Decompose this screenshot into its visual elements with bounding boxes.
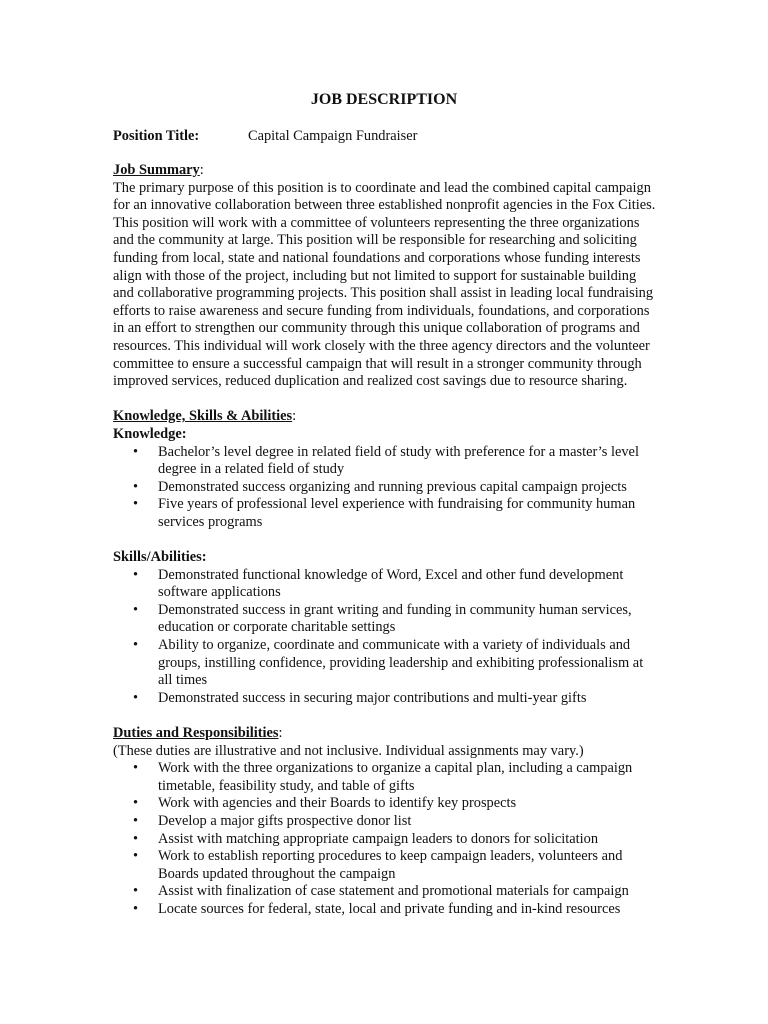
position-title-label: Position Title:: [113, 128, 200, 144]
list-item: • Work to establish reporting procedures to keep campaign leaders, volunteers and Boards updated throughout the campaign: [133, 848, 623, 882]
position-title-line: [113, 128, 673, 146]
list-item: • Work with the three organizations to organize a capital plan, including a campaign timetable, feasibility study, and table of gifts: [133, 760, 633, 794]
bullet-icon: •: [133, 760, 139, 777]
document-body: [113, 162, 658, 919]
bullet-icon: •: [133, 848, 139, 865]
bullet-icon: •: [133, 795, 139, 812]
list-item: • Bachelor’s level degree in related field of study with preference for a master’s level degree in a related field of study: [133, 443, 639, 478]
knowledge-heading: Knowledge:: [113, 425, 187, 442]
list-item: • Work with agencies and their Boards to identify key prospects: [133, 795, 517, 812]
list-item: • Locate sources for federal, state, local and private funding and in-kind resources: [133, 900, 621, 917]
duties-heading: Duties and Responsibilities:: [113, 725, 283, 741]
bullet-icon: •: [133, 689, 139, 706]
bullet-icon: •: [133, 496, 139, 513]
bullet-icon: •: [133, 900, 139, 917]
skills-list: [113, 567, 658, 708]
bullet-icon: •: [133, 566, 139, 583]
position-title-value: Capital Campaign Fundraiser: [248, 128, 418, 144]
list-item: • Demonstrated success in grant writing and funding in community human services, education or corporate charitable settings: [133, 601, 632, 636]
knowledge-list: [113, 444, 658, 532]
ksa-heading: Knowledge, Skills & Abilities:: [113, 408, 297, 425]
list-item: • Demonstrated success organizing and running previous capital campaign projects: [133, 478, 627, 495]
bullet-icon: •: [133, 637, 139, 654]
bullet-icon: •: [133, 883, 139, 900]
list-item: • Ability to organize, coordinate and communicate with a variety of individuals and groups, instilling confidence, providing leadership and exhibiting professionalism at all times: [133, 637, 644, 689]
list-item: • Demonstrated success in securing major contributions and multi-year gifts: [133, 689, 587, 706]
bullet-icon: •: [133, 830, 139, 847]
list-item: • Demonstrated functional knowledge of Word, Excel and other fund development software applications: [133, 566, 624, 601]
bullet-icon: •: [133, 478, 139, 495]
document-title: JOB DESCRIPTION: [310, 91, 458, 108]
list-item: • Five years of professional level experience with fundraising for community human services programs: [133, 496, 636, 530]
job-summary-heading: Job Summary:: [113, 162, 204, 178]
list-item: • Assist with matching appropriate campaign leaders to donors for solicitation: [133, 830, 599, 847]
list-item: • Develop a major gifts prospective donor list: [133, 812, 412, 829]
job-summary-text: The primary purpose of this position is to coordinate and lead the combined capital campaign for an innovative collaboration between three established nonprofit agencies in the Fox Cities. This position will work with a committee of volunteers representing the three organizations and the community at large. This position will be responsible for researching and soliciting funding from local, state and national foundations and corporations whose funding interests align with those of the project, including but not limited to support for sustainable building and collaborative programming projects. This position shall assist in leading local fundraising efforts to raise awareness and secure funding from individuals, foundations, and corporations in an effort to strengthen our community through this unique collaboration of programs and resources. This individual will work closely with the three agency directors and the volunteer committee to ensure a successful campaign that will result in a stronger community through improved services, reduced duplication and realized cost savings due to resource sharing.: [113, 179, 656, 390]
bullet-icon: •: [133, 812, 139, 829]
duties-note: (These duties are illustrative and not inclusive. Individual assignments may vary.): [113, 742, 584, 759]
duties-list: [113, 760, 658, 918]
list-item: • Assist with finalization of case statement and promotional materials for campaign: [133, 883, 629, 900]
bullet-icon: •: [133, 443, 139, 460]
bullet-icon: •: [133, 601, 139, 618]
skills-heading: Skills/Abilities:: [113, 549, 207, 566]
